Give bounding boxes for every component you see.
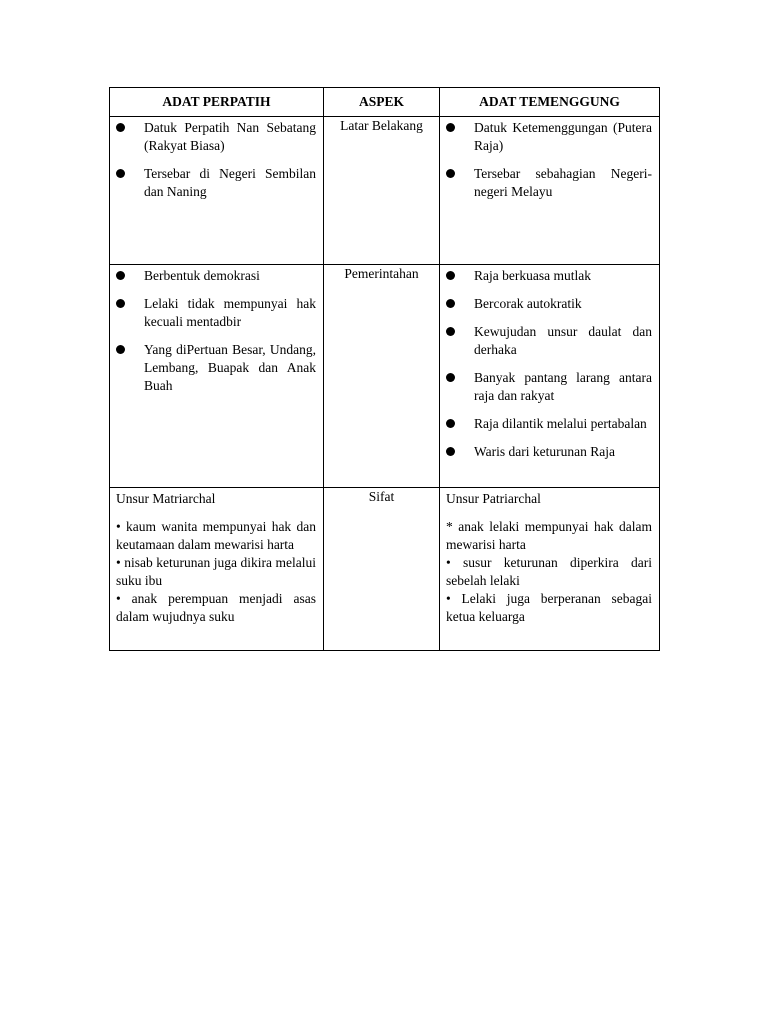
- list-item: Berbentuk demokrasi: [116, 267, 316, 285]
- patriarchal-line: • Lelaki juga berperanan sebagai ketua keluarga: [446, 591, 652, 624]
- aspect-cell: Pemerintahan: [324, 265, 440, 488]
- matriarchal-line: • anak perempuan menjadi asas dalam wujudnya suku: [116, 591, 316, 624]
- list-item: Waris dari keturunan Raja: [446, 443, 652, 461]
- matriarchal-title: Unsur Matriarchal: [116, 491, 216, 506]
- list-item: Raja dilantik melalui pertabalan: [446, 415, 652, 433]
- list-item: Tersebar sebahagian Negeri-negeri Melayu: [446, 165, 652, 201]
- list-item: Datuk Ketemenggungan (Putera Raja): [446, 119, 652, 155]
- temenggung-cell: [440, 488, 660, 651]
- list-item: Bercorak autokratik: [446, 295, 652, 313]
- list-item: Yang diPertuan Besar, Undang, Lembang, Buapak dan Anak Buah: [116, 341, 316, 395]
- list-item: Tersebar di Negeri Sembilan dan Naning: [116, 165, 316, 201]
- matriarchal-line: • nisab keturunan juga dikira melalui suku ibu: [116, 555, 316, 588]
- header-adat-perpatih: ADAT PERPATIH: [110, 88, 324, 117]
- table-row: [110, 488, 660, 651]
- list-item: Datuk Perpatih Nan Sebatang (Rakyat Biasa): [116, 119, 316, 155]
- patriarchal-title: Unsur Patriarchal: [446, 491, 541, 506]
- aspect-cell: Latar Belakang: [324, 117, 440, 265]
- list-item: Raja berkuasa mutlak: [446, 267, 652, 285]
- perpatih-cell: [110, 265, 324, 488]
- header-row: [110, 88, 660, 117]
- matriarchal-line: • kaum wanita mempunyai hak dan keutamaan dalam mewarisi harta: [116, 519, 316, 552]
- perpatih-cell: [110, 117, 324, 265]
- comparison-table: [109, 87, 660, 651]
- list-item: Lelaki tidak mempunyai hak kecuali mentadbir: [116, 295, 316, 331]
- patriarchal-line: • susur keturunan diperkira dari sebelah lelaki: [446, 555, 652, 588]
- list-item: Banyak pantang larang antara raja dan rakyat: [446, 369, 652, 405]
- perpatih-cell: [110, 488, 324, 651]
- header-aspek: ASPEK: [324, 88, 440, 117]
- table-row: [110, 265, 660, 488]
- table-row: [110, 117, 660, 265]
- header-adat-temenggung: ADAT TEMENGGUNG: [440, 88, 660, 117]
- aspect-cell: Sifat: [324, 488, 440, 651]
- patriarchal-line: * anak lelaki mempunyai hak dalam mewarisi harta: [446, 519, 652, 552]
- temenggung-cell: [440, 265, 660, 488]
- list-item: Kewujudan unsur daulat dan derhaka: [446, 323, 652, 359]
- temenggung-cell: [440, 117, 660, 265]
